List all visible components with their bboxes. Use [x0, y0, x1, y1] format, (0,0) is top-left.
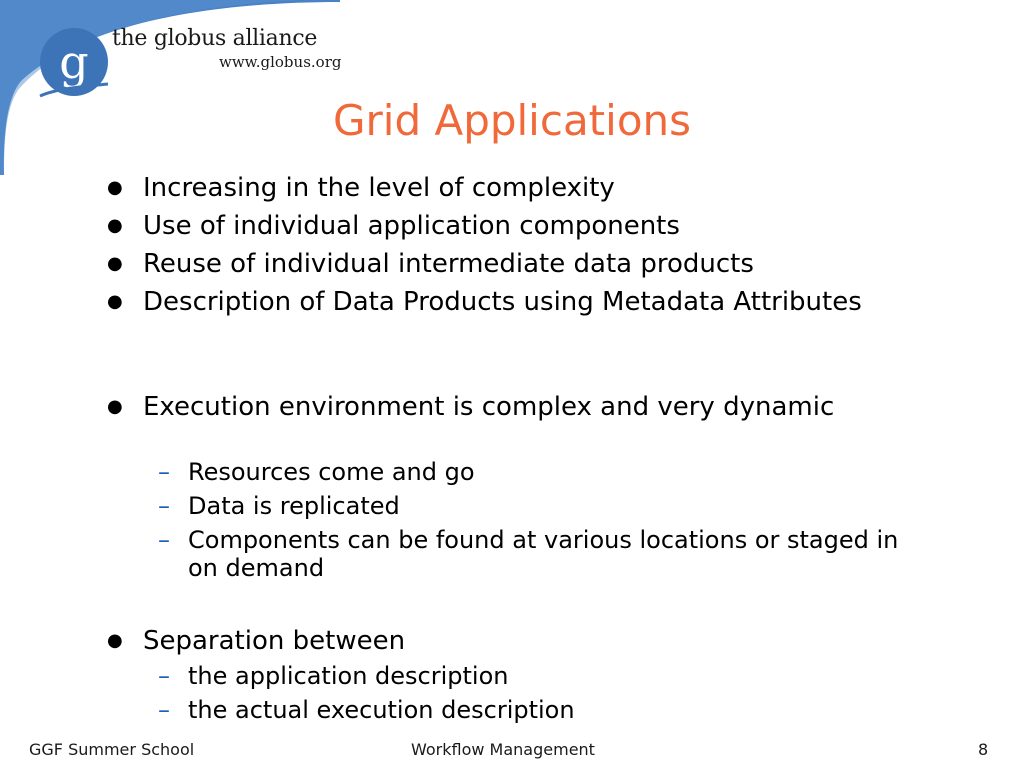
- sub-bullet-text: the application description: [188, 662, 509, 690]
- sub-bullet-item: [158, 458, 948, 486]
- globus-url: www.globus.org: [219, 53, 342, 71]
- bullet-item: [107, 173, 933, 203]
- bullet-text: Use of individual application components: [143, 211, 680, 241]
- sub-bullet-item: [158, 696, 948, 724]
- bullet-item: [107, 392, 843, 422]
- dash-icon: –: [158, 526, 170, 554]
- bullet-dot-icon: ●: [107, 630, 123, 651]
- bullet-item: [107, 287, 863, 317]
- bullet-dot-icon: ●: [107, 215, 123, 236]
- svg-text:g: g: [59, 35, 89, 89]
- bullet-text: Separation between: [143, 626, 406, 656]
- bullet-text: Increasing in the level of complexity: [143, 173, 615, 203]
- bullet-text: Execution environment is complex and very dynamic: [143, 392, 835, 422]
- footer-left-text: GGF Summer School: [29, 740, 195, 759]
- bullet-dot-icon: ●: [107, 396, 123, 417]
- sub-bullet-text: Components can be found at various locations or staged in on demand: [188, 526, 899, 582]
- sub-bullet-text: Resources come and go: [188, 458, 475, 486]
- globus-alliance-name: the globus alliance: [112, 26, 318, 51]
- bullet-dot-icon: ●: [107, 253, 123, 274]
- bullet-dot-icon: ●: [107, 177, 123, 198]
- bullet-text: Reuse of individual intermediate data products: [143, 249, 754, 279]
- sub-bullet-item: [158, 526, 908, 582]
- dash-icon: –: [158, 458, 170, 486]
- sub-bullet-text: the actual execution description: [188, 696, 575, 724]
- slide-page-number: 8: [978, 740, 989, 759]
- globus-g-logo-icon: [38, 26, 110, 98]
- dash-icon: –: [158, 662, 170, 690]
- bullet-item: [107, 211, 933, 241]
- bullet-item: [107, 249, 933, 279]
- sub-bullet-item: [158, 662, 948, 690]
- bullet-item: [107, 626, 933, 656]
- bullet-text: Description of Data Products using Metadata Attributes: [143, 287, 862, 317]
- footer-center-text: Workflow Management: [411, 740, 595, 759]
- slide-title: Grid Applications: [332, 96, 692, 145]
- bullet-dot-icon: ●: [107, 291, 123, 312]
- sub-bullet-item: [158, 492, 948, 520]
- dash-icon: –: [158, 696, 170, 724]
- sub-bullet-text: Data is replicated: [188, 492, 400, 520]
- dash-icon: –: [158, 492, 170, 520]
